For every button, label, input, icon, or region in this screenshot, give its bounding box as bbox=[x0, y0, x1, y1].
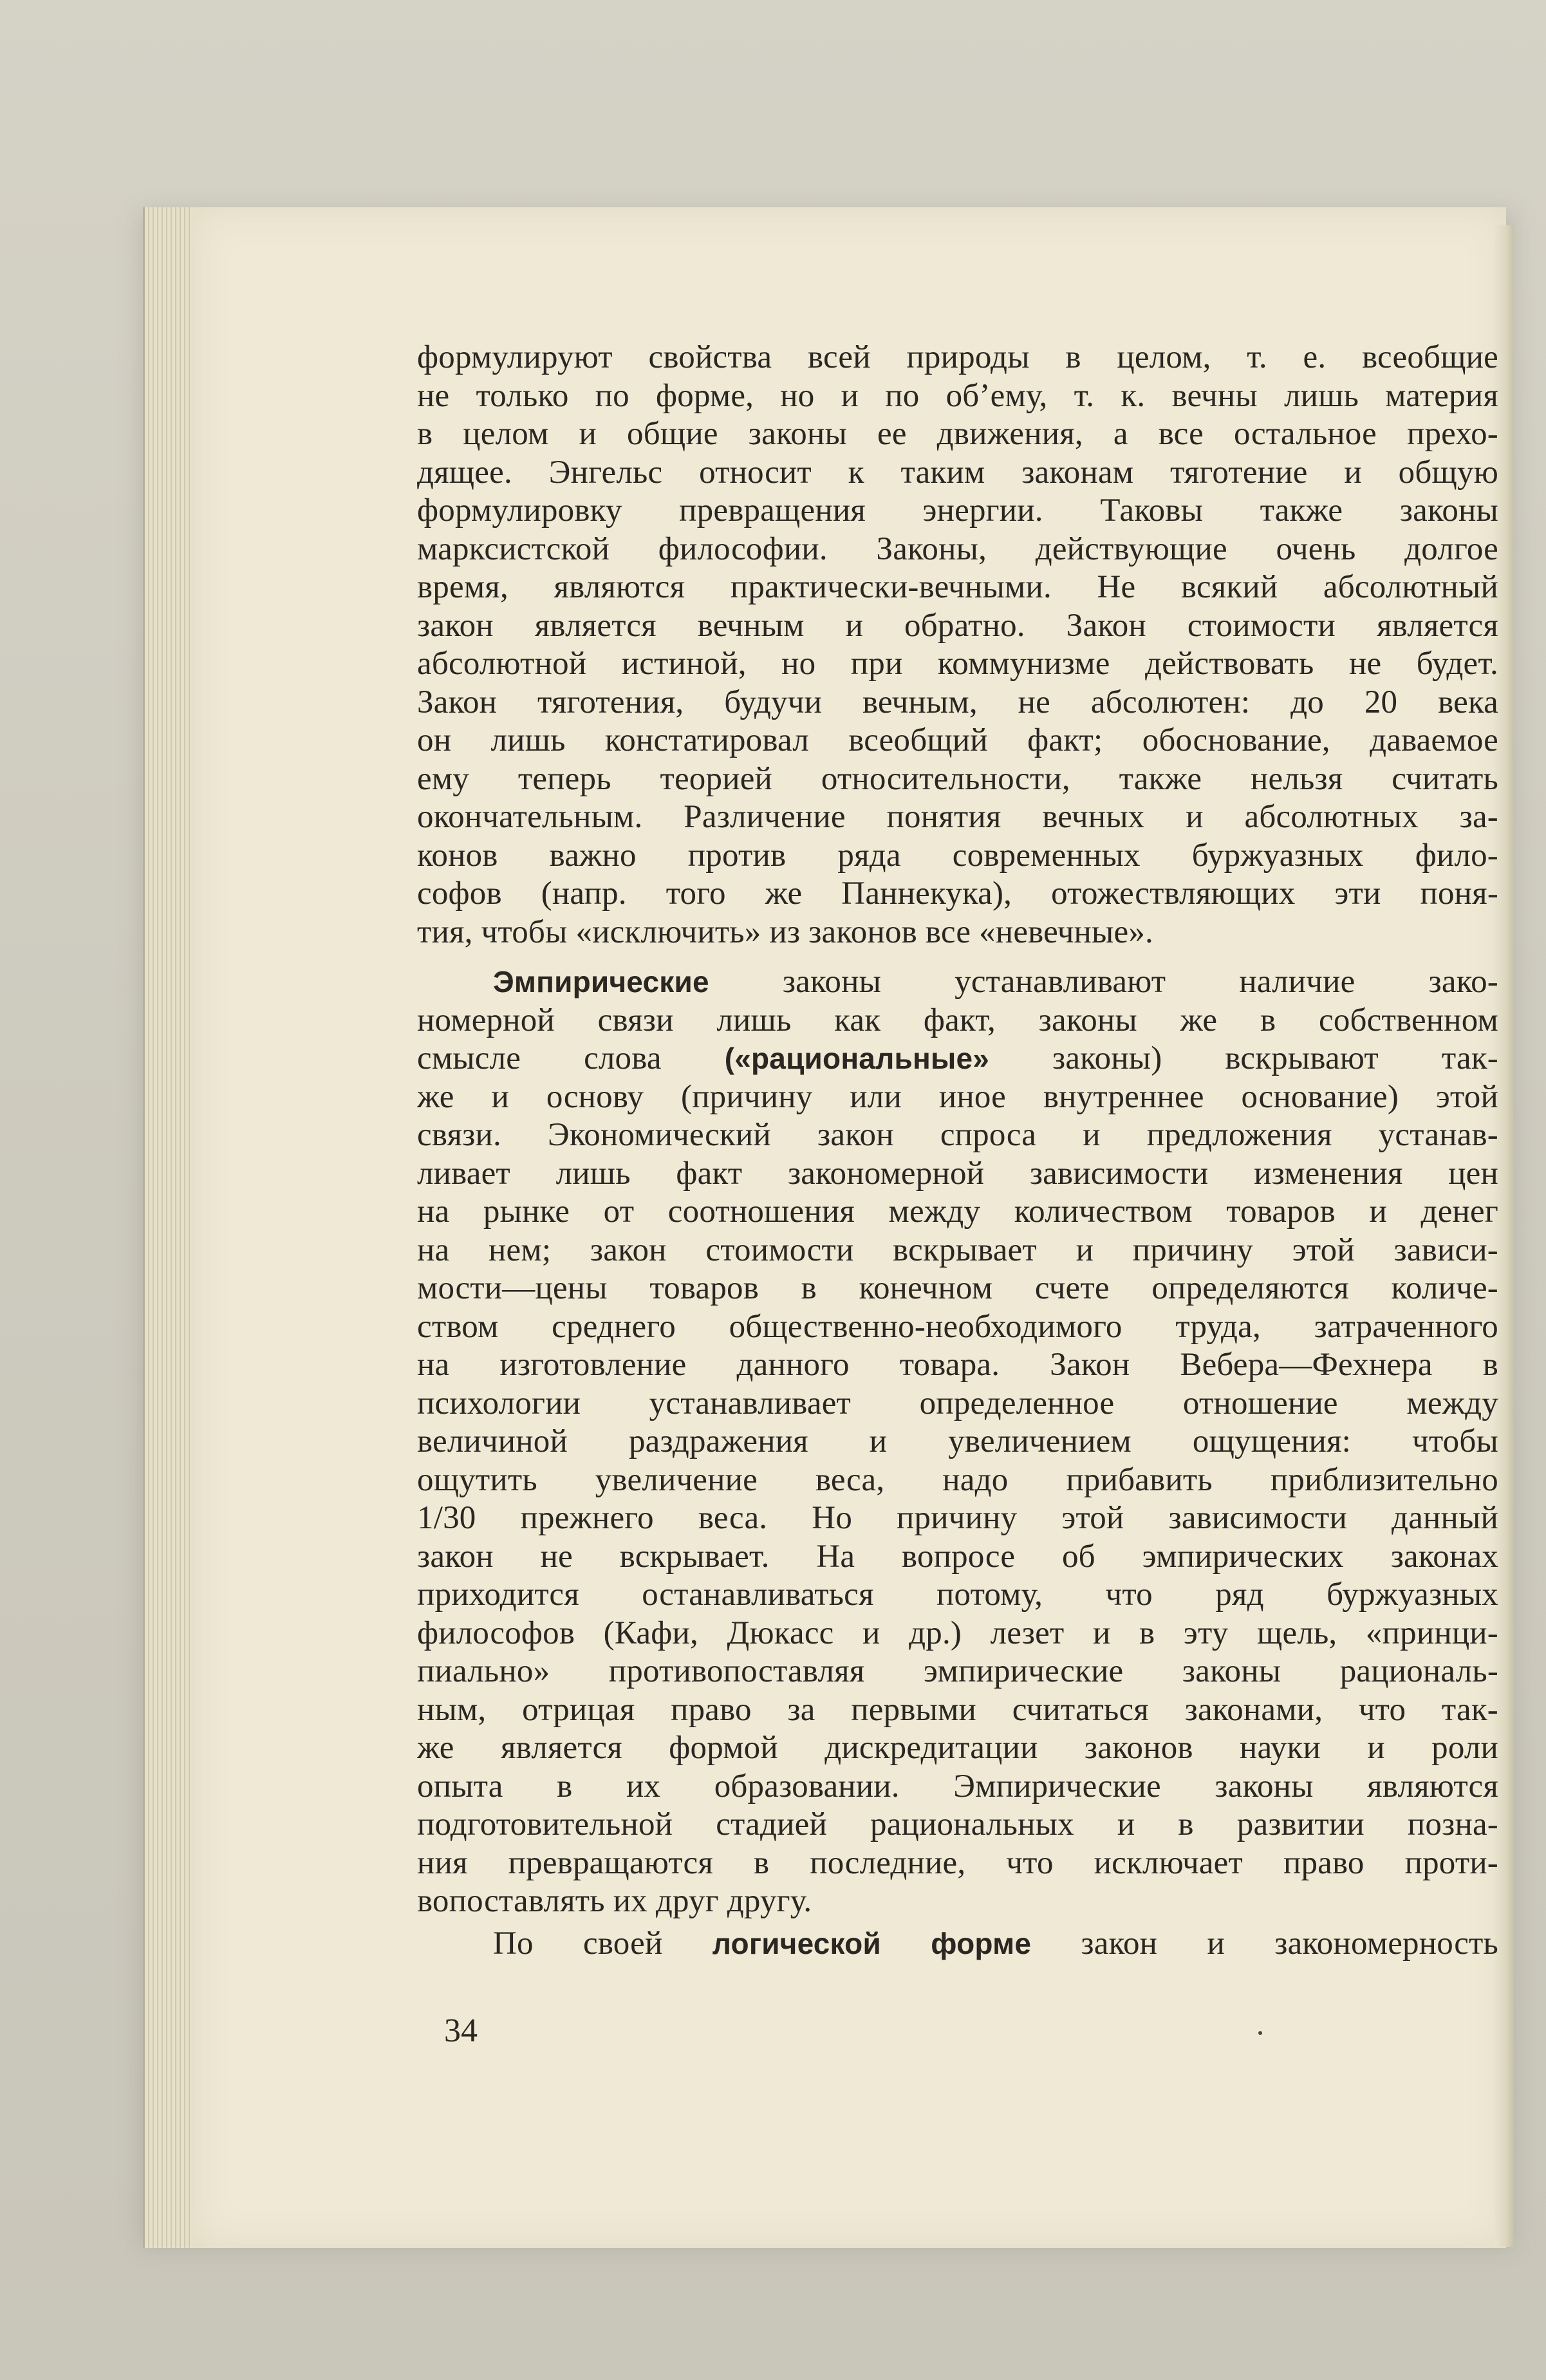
text-line: софов (напр. того же Паннекука), отожествляющих эти поня- bbox=[417, 876, 1498, 912]
text-line: психологии устанавливает определенное отношение между bbox=[417, 1385, 1498, 1421]
text-line: номерной связи лишь как факт, законы же в собственном bbox=[417, 1002, 1498, 1038]
text-line: величиной раздражения и увеличением ощущения: чтобы bbox=[417, 1423, 1498, 1459]
term-empirical: Эмпирические bbox=[493, 965, 709, 998]
text-line: абсолютной истиной, но при коммунизме действовать не будет. bbox=[417, 646, 1498, 682]
text-line: закон является вечным и обратно. Закон стоимости является bbox=[417, 607, 1498, 644]
text-line: в целом и общие законы ее движения, а все остальное прехо- bbox=[417, 416, 1498, 452]
text-line: формулируют свойства всей природы в целом, т. е. всеобщие bbox=[417, 339, 1498, 375]
text-line: время, являются практически-вечными. Не всякий абсолютный bbox=[417, 569, 1498, 605]
text-fragment: смысле слова bbox=[417, 1040, 725, 1076]
text-line: марксистской философии. Законы, действующие очень долгое bbox=[417, 530, 1498, 567]
text-line: ным, отрицая право за первыми считаться законами, что так- bbox=[417, 1691, 1498, 1728]
text-line: дящее. Энгельс относит к таким законам тяготение и общую bbox=[417, 454, 1498, 491]
term-rational: («рациональные» bbox=[724, 1042, 990, 1075]
page-text bbox=[417, 339, 1498, 1963]
text-fragment: законы) вскрывают так- bbox=[989, 1040, 1498, 1076]
text-line: 1/30 прежнего веса. Но причину этой зависимости данный bbox=[417, 1500, 1498, 1536]
text-line: формулировку превращения энергии. Таковы также законы bbox=[417, 492, 1498, 529]
print-speck bbox=[1258, 2031, 1262, 2035]
text-line: не только по форме, но и по об’ему, т. к. вечны лишь материя bbox=[417, 377, 1498, 414]
paragraph-3 bbox=[417, 1925, 1498, 1963]
text-line: на рынке от соотношения между количеством товаров и денег bbox=[417, 1194, 1498, 1230]
text-line: ему теперь теорией относительности, также нельзя считать bbox=[417, 760, 1498, 797]
text-line: на изготовление данного товара. Закон Вебера—Фехнера в bbox=[417, 1347, 1498, 1383]
text-line: философов (Кафи, Дюкасс и др.) лезет и в эту щель, «принци- bbox=[417, 1615, 1498, 1651]
page-number: 34 bbox=[444, 2012, 478, 2049]
text-line: вопоставлять их друг другу. bbox=[417, 1883, 812, 1919]
text-fragment: закон и закономерность bbox=[1031, 1925, 1498, 1962]
term-logical-form: логической форме bbox=[712, 1926, 1032, 1960]
text-line: ощутить увеличение веса, надо прибавить приблизительно bbox=[417, 1461, 1498, 1498]
text-line: мости—цены товаров в конечном счете определяются количе- bbox=[417, 1270, 1498, 1306]
text-line: закон не вскрывает. На вопросе об эмпирических законах bbox=[417, 1538, 1498, 1575]
text-line: ливает лишь факт закономерной зависимости изменения цен bbox=[417, 1155, 1498, 1192]
paragraph-2 bbox=[417, 963, 1498, 1921]
text-line: же и основу (причину или иное внутреннее основание) этой bbox=[417, 1078, 1498, 1115]
text-line: на нем; закон стоимости вскрывает и причину этой зависи- bbox=[417, 1232, 1498, 1268]
text-line bbox=[417, 1040, 1498, 1078]
text-line: ния превращаются в последние, что исключает право проти- bbox=[417, 1844, 1498, 1881]
text-line: тия, чтобы «исключить» из законов все «невечные». bbox=[417, 914, 1154, 950]
text-line: опыта в их образовании. Эмпирические законы являются bbox=[417, 1768, 1498, 1804]
text-fragment: По своей bbox=[493, 1925, 712, 1962]
text-line: пиально» противопоставляя эмпирические законы рациональ- bbox=[417, 1653, 1498, 1689]
text-line: окончательным. Различение понятия вечных и абсолютных за- bbox=[417, 799, 1498, 835]
text-line: он лишь констатировал всеобщий факт; обоснование, даваемое bbox=[417, 722, 1498, 758]
text-line: подготовительной стадией рациональных и в развитии позна- bbox=[417, 1806, 1498, 1842]
text-fragment: законы устанавливают наличие зако- bbox=[709, 964, 1498, 1000]
text-line: Закон тяготения, будучи вечным, не абсолютен: до 20 века bbox=[417, 684, 1498, 720]
text-line bbox=[417, 963, 1498, 1002]
text-line: связи. Экономический закон спроса и предложения устанав- bbox=[417, 1117, 1498, 1153]
paragraph-1 bbox=[417, 339, 1498, 951]
text-line: приходится останавливаться потому, что ряд буржуазных bbox=[417, 1577, 1498, 1613]
text-line: же является формой дискредитации законов науки и роли bbox=[417, 1730, 1498, 1766]
text-line: конов важно против ряда современных буржуазных фило- bbox=[417, 837, 1498, 874]
text-line bbox=[417, 1925, 1498, 1963]
text-line: ством среднего общественно-необходимого труда, затраченного bbox=[417, 1308, 1498, 1345]
paragraph-gap bbox=[417, 951, 1498, 963]
